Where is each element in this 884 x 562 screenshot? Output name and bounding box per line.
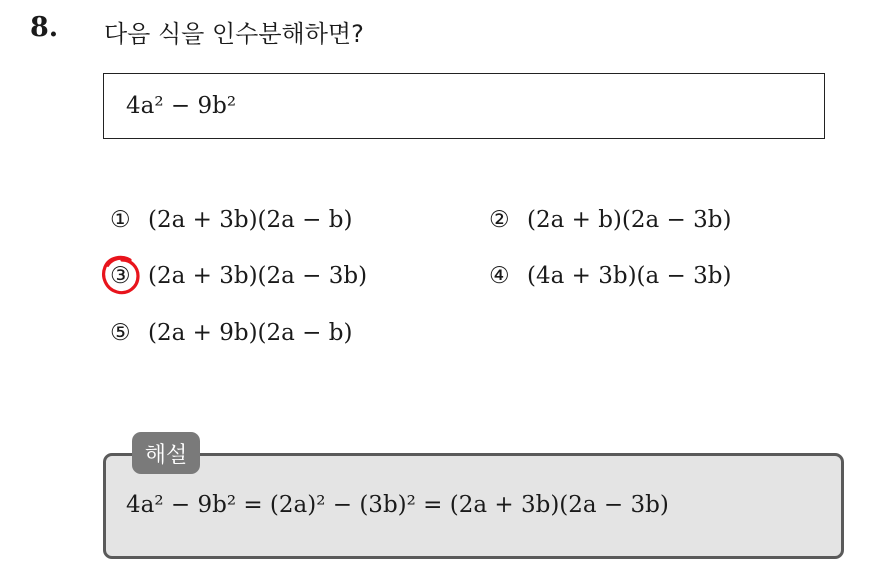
expression: 4a² − 9b² (126, 93, 237, 119)
choice-4-text: (4a + 3b)(a − 3b) (527, 263, 732, 289)
choice-1-mark: ① (110, 207, 131, 233)
solution-box (103, 442, 844, 559)
choice-4-mark: ④ (489, 263, 510, 289)
choice-3[interactable] (110, 263, 367, 289)
solution-label: 해설 (132, 432, 200, 474)
solution-formula: 4a² − 9b² = (2a)² − (3b)² = (2a + 3b)(2a − 3b) (126, 492, 669, 518)
choice-5-text: (2a + 9b)(2a − b) (148, 320, 353, 346)
choice-4[interactable] (489, 263, 731, 289)
question-number: 8. (30, 12, 59, 43)
choice-3-text: (2a + 3b)(2a − 3b) (148, 263, 368, 289)
choice-3-mark: ③ (110, 263, 131, 289)
choice-2-text: (2a + b)(2a − 3b) (527, 207, 732, 233)
question-prompt: 다음 식을 인수분해하면? (104, 20, 364, 48)
choice-5[interactable] (110, 320, 352, 346)
choice-1[interactable] (110, 207, 352, 233)
expression-box (103, 73, 825, 139)
choice-2[interactable] (489, 207, 731, 233)
choice-2-mark: ② (489, 207, 510, 233)
choice-5-mark: ⑤ (110, 320, 131, 346)
choice-1-text: (2a + 3b)(2a − b) (148, 207, 353, 233)
answer-circle-icon (100, 254, 142, 296)
